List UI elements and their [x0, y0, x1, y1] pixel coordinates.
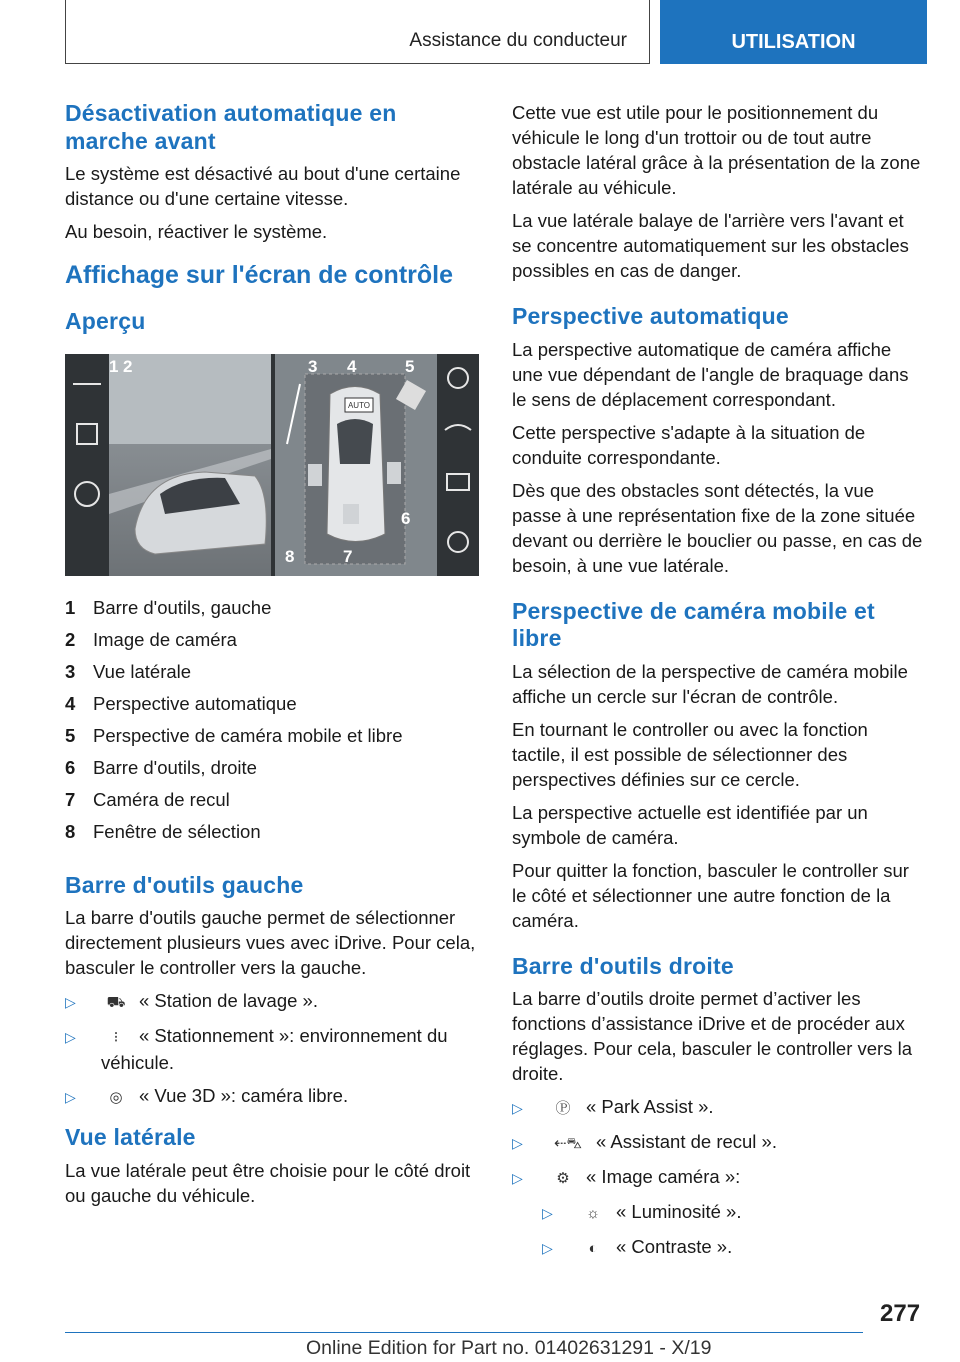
brightness-icon: ☼	[586, 1205, 600, 1223]
heading-toolbar-left: Barre d'outils gauche	[65, 871, 304, 898]
footer-divider	[65, 1332, 863, 1333]
left-column	[65, 100, 479, 1216]
page-number: 277	[880, 1300, 921, 1327]
list-item-text: « Vue 3D »: caméra libre.	[139, 1085, 349, 1107]
right-column	[512, 100, 926, 1275]
paragraph: Le système est désactivé au bout d'une certaine distance ou d'une certaine vitesse.	[65, 163, 461, 210]
list-item-text: « Contraste ».	[616, 1236, 733, 1258]
paragraph: La perspective actuelle est identifiée par un symbole de caméra.	[512, 801, 868, 848]
paragraph: Cette perspective s'adapte à la situation de conduite correspondante.	[512, 421, 866, 468]
figure-label-8: 8	[285, 546, 295, 566]
list-item-text: « Luminosité ».	[616, 1201, 742, 1223]
heading-deactivation: Désactivation automatique en marche avant	[65, 100, 397, 154]
heading-mobile-perspective: Perspective de caméra mobile et libre	[512, 597, 875, 652]
figure-label-3: 3	[308, 356, 318, 376]
list-item	[512, 1164, 926, 1191]
triangle-bullet-icon: ▷	[512, 1170, 523, 1187]
paragraph: Au besoin, réactiver le système.	[65, 221, 328, 243]
legend-text: Barre d'outils, gauche	[93, 596, 272, 618]
legend-number: 5	[65, 724, 76, 746]
footer-edition: Online Edition for Part no. 01402631291 - X/19	[306, 1337, 712, 1359]
figure-label-2: 2	[123, 356, 133, 376]
figure-label-1: 1	[109, 356, 119, 376]
legend-text: Vue latérale	[93, 660, 192, 682]
legend-item	[65, 688, 479, 720]
paragraph: Cette vue est utile pour le positionnement du véhicule le long d'un trottoir ou de tout autre obstacle latéral grâce à la présentation de la zone latérale au véhicule.	[512, 102, 921, 198]
paragraph: La barre d'outils gauche permet de sélectionner directement plusieurs vues avec iDrive. Pour cela, basculer le controller vers la gauche.	[65, 907, 476, 979]
figure-label-6: 6	[401, 508, 411, 528]
reversing-assistant-icon: ⇠⛍	[553, 1135, 583, 1153]
legend-number: 6	[65, 756, 76, 778]
list-item	[542, 1234, 926, 1261]
paragraph: En tournant le controller ou avec la fonction tactile, il est possible de sélectionner des perspectives définies sur ce cercle.	[512, 718, 868, 790]
list-item	[65, 1083, 479, 1110]
heading-display: Affichage sur l'écran de contrôle	[65, 261, 453, 290]
legend-item	[65, 784, 479, 816]
legend-item	[65, 624, 479, 656]
list-item-text: « Stationnement »: environnement du véhicule.	[101, 1025, 448, 1074]
triangle-bullet-icon: ▷	[542, 1205, 553, 1222]
list-item	[512, 1094, 926, 1121]
list-item	[65, 988, 479, 1015]
3d-view-icon: ◎	[109, 1089, 123, 1107]
legend-number: 1	[65, 596, 76, 618]
legend-number: 8	[65, 820, 76, 842]
heading-overview: Aperçu	[65, 308, 146, 335]
camera-screen-figure	[65, 354, 479, 576]
page-header	[65, 0, 927, 64]
paragraph: Dès que des obstacles sont détectés, la vue passe à une représentation fixe de la zone située devant ou derrière le bouclier ou passe, en cas de besoin, à une vue latérale.	[512, 479, 923, 576]
list-item	[65, 1023, 479, 1075]
heading-side-view: Vue latérale	[65, 1124, 196, 1151]
camera-settings-icon: ⚙	[556, 1170, 570, 1188]
legend-number: 7	[65, 788, 76, 810]
legend-item	[65, 656, 479, 688]
toolbar-left-list	[65, 988, 479, 1110]
triangle-bullet-icon: ▷	[512, 1135, 523, 1152]
list-item-text: « Park Assist ».	[586, 1096, 714, 1118]
list-item	[512, 1129, 926, 1156]
list-item-text: « Assistant de recul ».	[596, 1131, 777, 1153]
figure-label-7: 7	[343, 546, 353, 566]
heading-auto-perspective: Perspective automatique	[512, 303, 789, 329]
auto-badge-text: AUTO	[347, 400, 371, 410]
camera-screen-illustration	[65, 354, 479, 576]
header-tab: UTILISATION	[660, 0, 927, 64]
paragraph: Pour quitter la fonction, basculer le controller sur le côté et sélectionner une autre fonction de la caméra.	[512, 859, 909, 931]
paragraph: La vue latérale peut être choisie pour le côté droit ou gauche du véhicule.	[65, 1159, 471, 1206]
legend-number: 4	[65, 692, 76, 714]
legend-text: Fenêtre de sélection	[93, 820, 261, 842]
legend-number: 2	[65, 628, 76, 650]
paragraph: La perspective automatique de caméra affiche une vue dépendant de l'angle de braquage dans le sens de déplacement correspondant.	[512, 338, 909, 410]
triangle-bullet-icon: ▷	[65, 1029, 76, 1046]
list-item	[542, 1199, 926, 1226]
legend-item	[65, 720, 479, 752]
triangle-bullet-icon: ▷	[542, 1240, 553, 1257]
paragraph: La barre d’outils droite permet d’activer les fonctions d’assistance iDrive et de procéder aux réglages. Pour cela, basculer le controller vers la droite.	[512, 988, 912, 1085]
paragraph: La vue latérale balaye de l'arrière vers l'avant et se concentre automatiquement sur les obstacles possibles en cas de danger.	[512, 210, 909, 281]
car-wash-icon: ⛟	[106, 994, 126, 1012]
legend-text: Barre d'outils, droite	[93, 756, 257, 778]
heading-toolbar-right: Barre d'outils droite	[512, 952, 734, 979]
contrast-icon: ◐	[588, 1240, 598, 1258]
park-assist-icon: Ⓟ	[555, 1100, 571, 1118]
figure-legend	[65, 592, 479, 848]
paragraph: La sélection de la perspective de caméra mobile affiche un cercle sur l'écran de contrôle.	[512, 660, 908, 707]
legend-item	[65, 752, 479, 784]
legend-item	[65, 816, 479, 848]
parking-surround-icon: ⁝	[113, 1029, 119, 1047]
legend-item	[65, 592, 479, 624]
figure-label-5: 5	[405, 356, 415, 376]
triangle-bullet-icon: ▷	[65, 1089, 76, 1106]
legend-text: Perspective automatique	[93, 692, 297, 714]
toolbar-right-list	[512, 1094, 926, 1261]
list-item-text: « Image caméra »:	[586, 1166, 741, 1188]
triangle-bullet-icon: ▷	[65, 994, 76, 1011]
legend-text: Image de caméra	[93, 628, 237, 650]
figure-label-4: 4	[347, 356, 357, 376]
triangle-bullet-icon: ▷	[512, 1100, 523, 1117]
legend-text: Perspective de caméra mobile et libre	[93, 724, 403, 746]
list-item-text: « Station de lavage ».	[139, 990, 318, 1012]
legend-number: 3	[65, 660, 76, 682]
header-section-title: Assistance du conducteur	[409, 30, 627, 51]
legend-text: Caméra de recul	[93, 788, 230, 810]
